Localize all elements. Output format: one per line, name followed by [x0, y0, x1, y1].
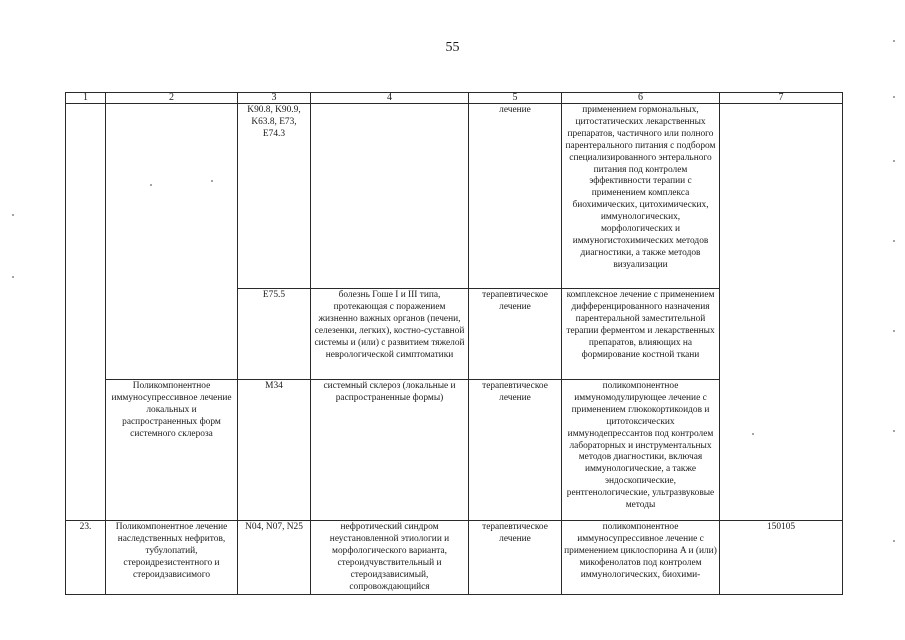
column-header: 7 [720, 93, 843, 104]
icd-code-cell: N04, N07, N25 [238, 521, 311, 595]
model-patient-cell: системный склероз (локальные и распространенные формы) [311, 380, 469, 521]
medical-care-table [65, 92, 843, 595]
treatment-type-cell: терапевтическое лечение [469, 289, 562, 380]
row-number-cell: 23. [66, 521, 106, 595]
column-header: 6 [562, 93, 720, 104]
model-patient-cell [311, 104, 469, 289]
icd-code-cell: M34 [238, 380, 311, 521]
column-header: 2 [106, 93, 238, 104]
treatment-method-cell: применением гормональных, цитостатических лекарственных препаратов, частичного или полного парентерального питания с подбором специализированного энтерального питания под контролем эффективности терапии с применением комплекса биохимических, цитохимических, иммунологических, морфологических и иммуногистохимических методов диагностики, а также методов визуализации [562, 104, 720, 289]
column-number-row [66, 93, 843, 104]
scan-artifact [893, 540, 895, 542]
treatment-type-cell: терапевтическое лечение [469, 380, 562, 521]
column-header: 5 [469, 93, 562, 104]
table-row [66, 104, 843, 289]
cost-norm-cell [720, 104, 843, 521]
method-name-cell: Поликомпонентное иммуносупрессивное лечение локальных и распространенных форм системного склероза [106, 380, 238, 521]
page-number: 55 [445, 40, 460, 55]
scan-artifact [12, 276, 14, 278]
treatment-method-cell: поликомпонентное иммуномодулирующее лечение с применением глюкокортикоидов и цитотоксических иммунодепрессантов под контролем лабораторных и инструментальных методов диагностики, включая иммунологические, а также эндоскопические, рентгенологические, ультразвуковые методы [562, 380, 720, 521]
scan-artifact [893, 96, 895, 98]
scan-artifact [893, 330, 895, 332]
icd-code-cell: E75.5 [238, 289, 311, 380]
column-header: 1 [66, 93, 106, 104]
treatment-method-cell: поликомпонентное иммуносупрессивное лечение с применением циклоспорина A и (или) микофенолатов под контролем иммунологических, биохими- [562, 521, 720, 595]
column-header: 3 [238, 93, 311, 104]
row-number-cell [66, 104, 106, 521]
scan-artifact [893, 240, 895, 242]
icd-code-cell: K90.8, K90.9, K63.8, E73, E74.3 [238, 104, 311, 289]
method-name-cell: Поликомпонентное лечение наследственных нефритов, тубулопатий, стероидрезистентного и стероидзависимого [106, 521, 238, 595]
column-header: 4 [311, 93, 469, 104]
scan-artifact [893, 430, 895, 432]
model-patient-cell: болезнь Гоше I и III типа, протекающая с поражением жизненно важных органов (печени, селезенки, легких), костно-суставной системы и (или) с развитием тяжелой неврологической симптоматики [311, 289, 469, 380]
scan-artifact [893, 160, 895, 162]
treatment-type-cell: лечение [469, 104, 562, 289]
scan-artifact [893, 40, 895, 42]
cost-norm-cell: 150105 [720, 521, 843, 595]
scan-artifact [12, 214, 14, 216]
method-name-cell [106, 104, 238, 380]
model-patient-cell: нефротический синдром неустановленной этиологии и морфологического варианта, стероидчувствительный и стероидзависимый, сопровождающийся [311, 521, 469, 595]
treatment-method-cell: комплексное лечение с применением дифференцированного назначения парентеральной заместительной терапии ферментом и лекарственных препаратов, влияющих на формирование костной ткани [562, 289, 720, 380]
table-row [66, 521, 843, 595]
treatment-type-cell: терапевтическое лечение [469, 521, 562, 595]
